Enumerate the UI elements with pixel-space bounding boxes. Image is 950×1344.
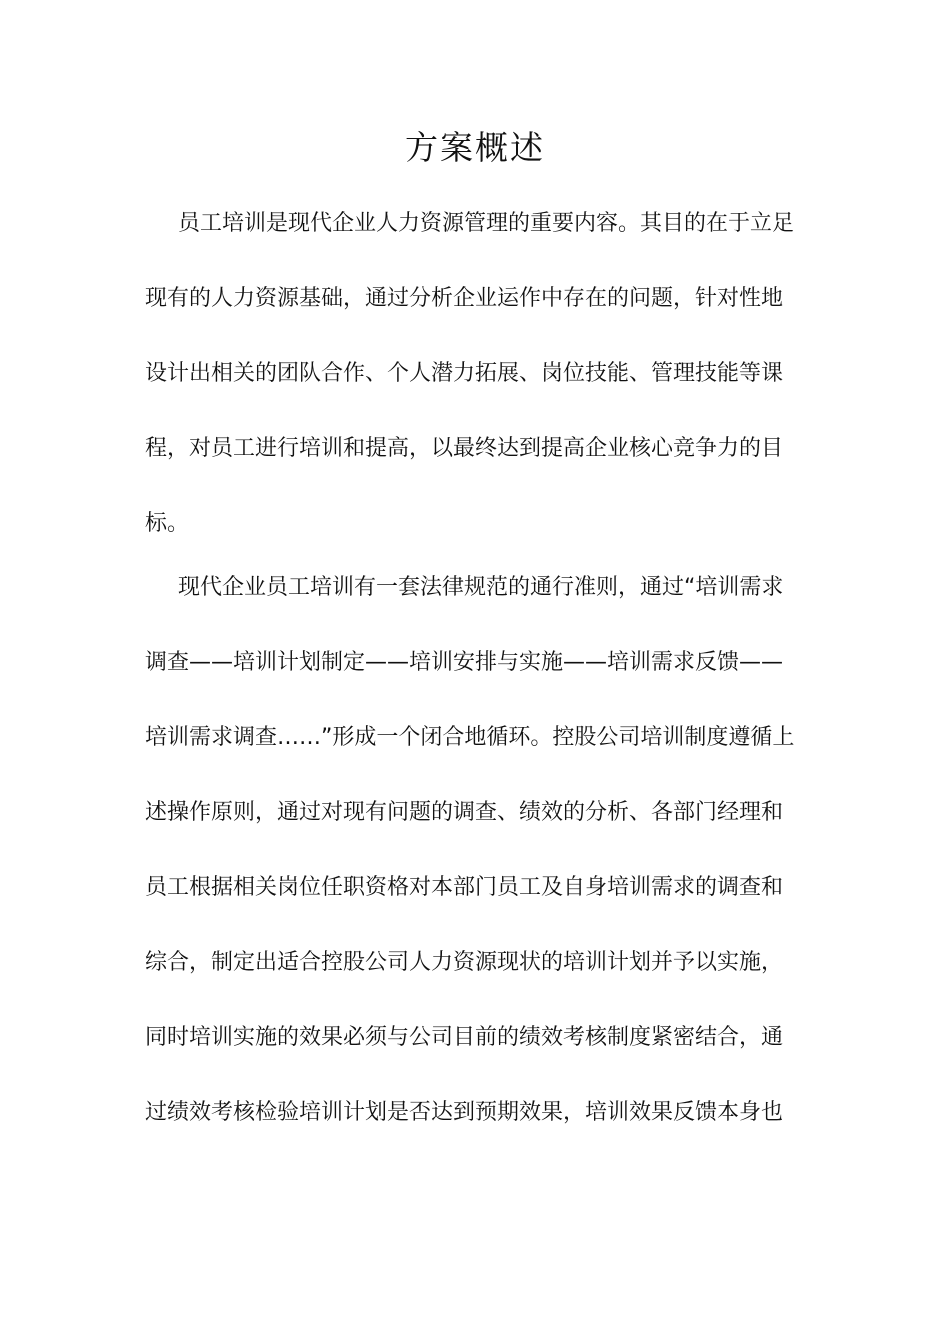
paragraph-line: 综合，制定出适合控股公司人力资源现状的培训计划并予以实施，	[145, 950, 784, 975]
paragraph-line: 述操作原则，通过对现有问题的调查、绩效的分析、各部门经理和	[145, 800, 784, 825]
paragraph-line: 设计出相关的团队合作、个人潜力拓展、岗位技能、管理技能等课	[145, 361, 784, 386]
paragraph-line: 程，对员工进行培训和提高，以最终达到提高企业核心竞争力的目	[145, 436, 784, 461]
paragraph-line: 员工根据相关岗位任职资格对本部门员工及自身培训需求的调查和	[145, 875, 784, 900]
paragraph-line: 调查——培训计划制定——培训安排与实施——培训需求反馈——	[145, 650, 784, 675]
page-title: 方案概述	[405, 128, 545, 167]
paragraph-line: 现有的人力资源基础，通过分析企业运作中存在的问题，针对性地	[145, 286, 784, 311]
paragraph-line: 标。	[145, 511, 190, 536]
paragraph-line: 同时培训实施的效果必须与公司目前的绩效考核制度紧密结合，通	[145, 1025, 784, 1050]
paragraph-line: 现代企业员工培训有一套法律规范的通行准则，通过“培训需求	[178, 575, 784, 600]
paragraph-line: 员工培训是现代企业人力资源管理的重要内容。其目的在于立足	[178, 211, 795, 236]
paragraph-line: 培训需求调查……”形成一个闭合地循环。控股公司培训制度遵循上	[145, 725, 795, 750]
paragraph-line: 过绩效考核检验培训计划是否达到预期效果，培训效果反馈本身也	[145, 1100, 784, 1125]
